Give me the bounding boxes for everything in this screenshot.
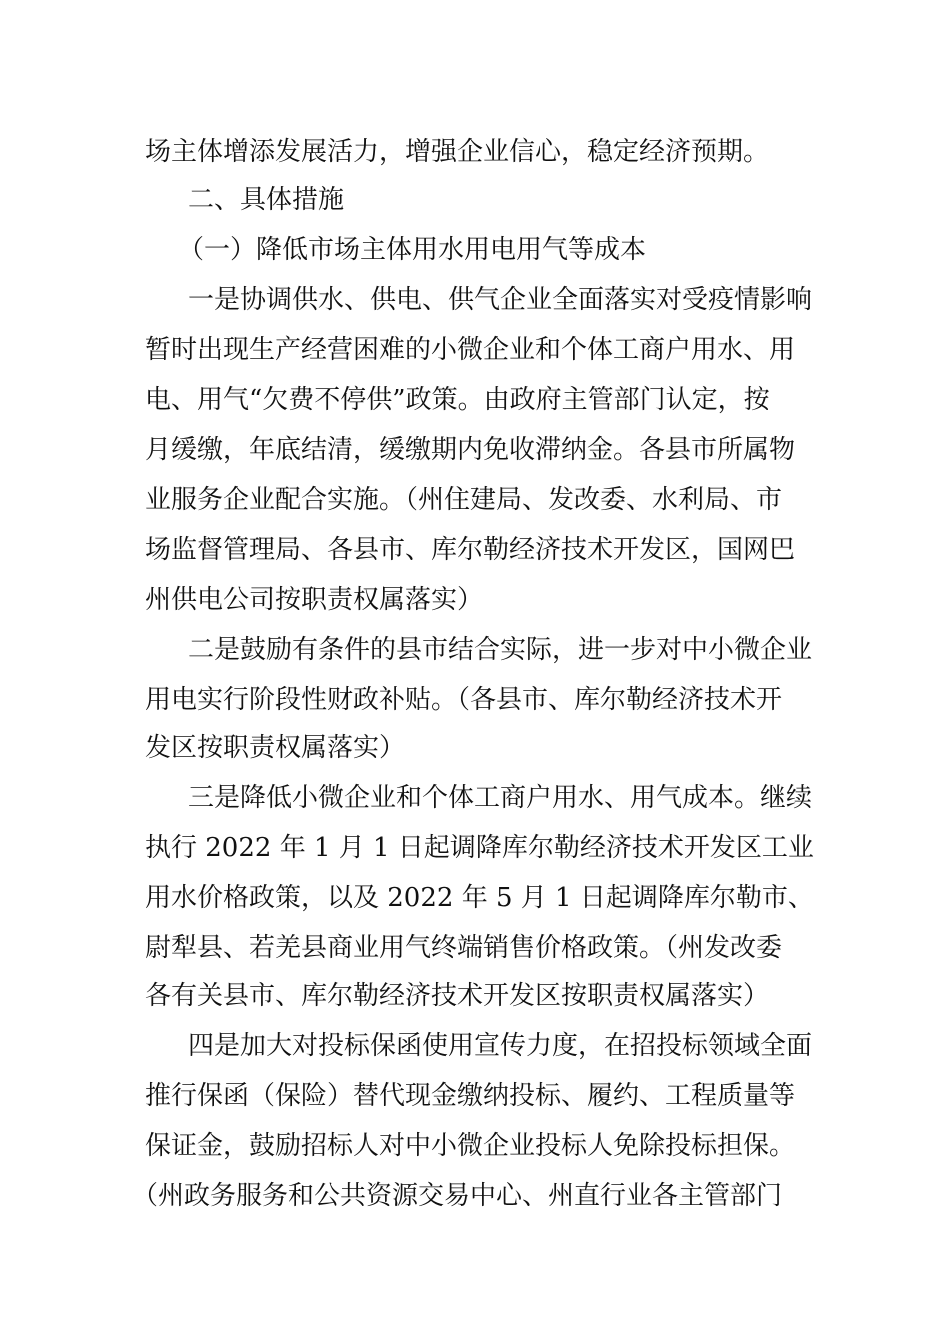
text-line-20 — [0, 1072, 950, 1120]
line-text: 业服务企业配合实施。（州住建局、发改委、水利局、市 — [145, 485, 783, 515]
text-line-22 — [0, 1172, 950, 1220]
line-text: 场监督管理局、各县市、库尔勒经济技术开发区，国网巴 — [145, 535, 796, 565]
text-line-5 — [0, 326, 950, 374]
text-line-12 — [0, 676, 950, 724]
line-text: 用水价格政策，以及 2022 年 5 月 1 日起调降库尔勒市、 — [145, 883, 814, 913]
text-line-1 — [0, 128, 950, 176]
text-line-21 — [0, 1122, 950, 1170]
text-line-14 — [0, 774, 950, 822]
section-heading — [0, 176, 950, 224]
line-text: （一）降低市场主体用水用电用气等成本 — [178, 235, 647, 265]
line-text: 各有关县市、库尔勒经济技术开发区按职责权属落实） — [145, 981, 770, 1011]
text-line-10 — [0, 576, 950, 624]
text-line-8 — [0, 476, 950, 524]
text-line-17 — [0, 924, 950, 972]
text-line-6 — [0, 376, 950, 424]
text-line-9 — [0, 526, 950, 574]
line-text: 保证金，鼓励招标人对中小微企业投标人免除投标担保。 — [145, 1131, 796, 1161]
text-line-18 — [0, 972, 950, 1020]
line-text: 电、用气“欠费不停供”政策。由政府主管部门认定，按 — [145, 385, 770, 415]
text-line-13 — [0, 724, 950, 772]
line-text: 二、具体措施 — [188, 185, 345, 215]
line-text: 场主体增添发展活力，增强企业信心，稳定经济预期。 — [145, 137, 770, 167]
line-text: 执行 2022 年 1 月 1 日起调降库尔勒经济技术开发区工业 — [145, 833, 814, 863]
text-line-11 — [0, 626, 950, 674]
text-line-19 — [0, 1022, 950, 1070]
subsection-heading — [0, 226, 950, 274]
text-line-16 — [0, 874, 950, 922]
line-text: 推行保函（保险）替代现金缴纳投标、履约、工程质量等 — [145, 1081, 796, 1111]
line-text: 一是协调供水、供电、供气企业全面落实对受疫情影响 — [188, 285, 813, 315]
line-text: 暂时出现生产经营困难的小微企业和个体工商户用水、用 — [145, 335, 796, 365]
line-text: 月缓缴，年底结清，缓缴期内免收滞纳金。各县市所属物 — [145, 435, 796, 465]
line-text: （州政务服务和公共资源交易中心、州直行业各主管部门 — [132, 1181, 783, 1211]
line-text: 州供电公司按职责权属落实） — [145, 585, 484, 615]
line-text: 三是降低小微企业和个体工商户用水、用气成本。继续 — [188, 783, 813, 813]
text-line-4 — [0, 276, 950, 324]
line-text: 发区按职责权属落实） — [145, 733, 406, 763]
line-text: 四是加大对投标保函使用宣传力度，在招投标领域全面 — [188, 1031, 813, 1061]
text-line-7 — [0, 426, 950, 474]
line-text: 用电实行阶段性财政补贴。（各县市、库尔勒经济技术开 — [145, 685, 783, 715]
line-text: 二是鼓励有条件的县市结合实际，进一步对中小微企业 — [188, 635, 813, 665]
text-line-15 — [0, 824, 950, 872]
line-text: 尉犁县、若羌县商业用气终端销售价格政策。（州发改委 — [145, 933, 783, 963]
